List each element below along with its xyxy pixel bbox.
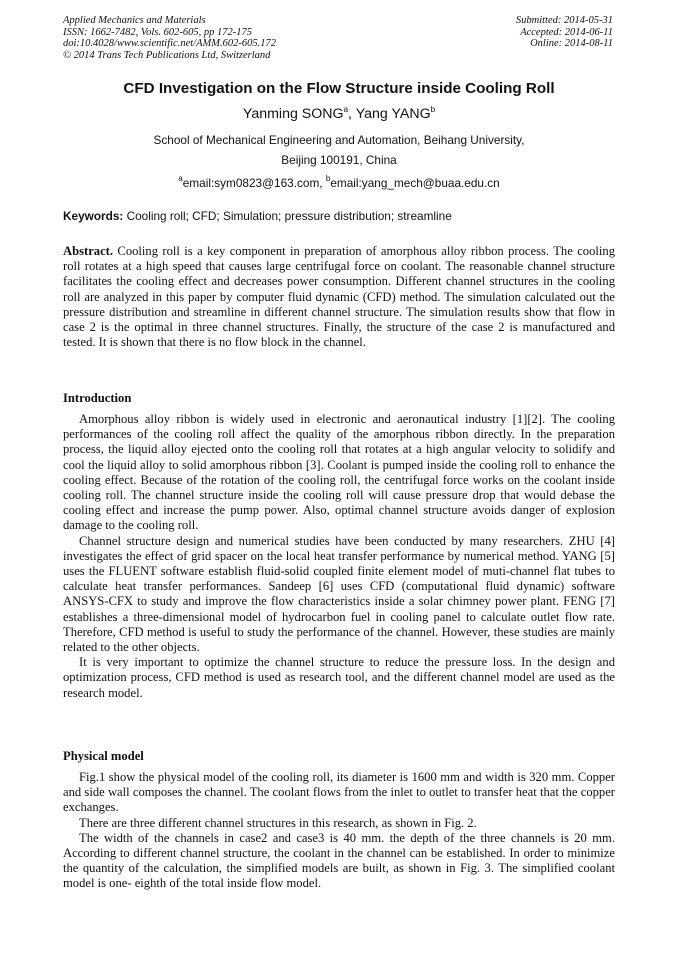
paper-title: CFD Investigation on the Flow Structure inside Cooling Roll: [123, 80, 555, 97]
author-2: Yang YANG: [355, 106, 431, 122]
author-list: [0, 105, 678, 122]
introduction-paragraph-2: Channel structure design and numerical studies have been conducted by many researchers. ZHU [4] investigates the effect of grid spacer on the local heat transfer performance by numerical method. YANG [5] uses the FLUENT software establish fluid-solid coupled finite element model of muti-channel flat tubes to calculate heat transfer performances. Sandeep [6] uses CFD (computational fluid dynamic) software ANSYS-CFX to study and improve the flow characteristics inside a solar chimney power plant. FENG [7] establishes a three-dimensional model of hydrocarbon fuel in cooling panel to calculate outlet flow rate. Therefore, CFD method is useful to study the performance of the channel. However, these studies are mainly related to the other objects.: [63, 533, 615, 655]
email-a-superscript: a: [178, 174, 183, 183]
doi-line: doi:10.4028/www.scientific.net/AMM.602-605.172: [63, 38, 276, 50]
email-b-superscript: b: [325, 174, 331, 183]
keywords-text: Cooling roll; CFD; Simulation; pressure distribution; streamline: [123, 209, 452, 223]
affiliation-line-2: Beijing 100191, China: [281, 153, 397, 167]
physical-model-paragraph-3: The width of the channels in case2 and case3 is 40 mm. the depth of the three channels is 20 mm. According to different channel structure, the coolant in the channel can be established. In order to minimize the quantity of the calculation, the simplified models are built, as shown in Fig. 3. The simplified coolant model is one- eighth of the total inside flow model.: [63, 830, 615, 891]
email-b: email:yang_mech@buaa.edu.cn: [330, 176, 500, 190]
introduction-heading: Introduction: [63, 391, 132, 405]
submitted-date: Submitted: 2014-05-31: [515, 15, 613, 26]
journal-header-left: [63, 15, 276, 61]
email-a: email:sym0823@163.com,: [182, 176, 326, 190]
physical-model-paragraph-1: Fig.1 show the physical model of the cooling roll, its diameter is 1600 mm and width is 320 mm. Copper and side wall composes the channel. The coolant flows from the inlet to outlet to transfer heat that the copper exchanges.: [63, 770, 615, 815]
journal-name: Applied Mechanics and Materials: [63, 15, 206, 26]
abstract-text: Cooling roll is a key component in preparation of amorphous alloy ribbon process. The cooling roll rotates at a high speed that causes large centrifugal force on coolant. The reasonable channel structure facilitates the cooling effect and decreases power consumption. Different channel structures in the cooling roll are analyzed in this paper by computer fluid dynamic (CFD) method. The simulation calculated out the pressure distribution and streamline in different channel structure. The simulation results show that flow in case 2 is the optimal in three channel structures. Finally, the structure of the case 2 is manufactured and tested. It is shown that there is no flow block in the channel.: [63, 244, 615, 350]
accepted-date: Accepted: 2014-06-11: [520, 26, 613, 38]
author-emails: [0, 174, 678, 190]
introduction-section: [63, 412, 615, 701]
introduction-paragraph-3: It is very important to optimize the channel structure to reduce the pressure loss. In the design and optimization process, CFD method is used as research tool, and the different channel model are used as the research model.: [63, 655, 615, 700]
author-separator: ,: [348, 106, 356, 122]
online-date: Online: 2014-08-11: [530, 38, 613, 50]
abstract-label: Abstract.: [63, 244, 114, 258]
abstract: [63, 244, 615, 350]
physical-model-paragraph-2: There are three different channel structures in this research, as shown in Fig. 2.: [79, 815, 477, 830]
journal-header-right: [516, 15, 613, 50]
author-1-superscript: a: [343, 105, 349, 114]
abstract-paragraph: [63, 244, 615, 350]
author-1: Yanming SONG: [242, 106, 344, 122]
introduction-paragraph-1: Amorphous alloy ribbon is widely used in electronic and aeronautical industry [1][2]. The cooling performances of the cooling roll affect the quality of the amorphous ribbon directly. In the preparation process, the liquid alloy ejected onto the cooling roll that rotates at a high angular velocity to solidify and cool the liquid alloy to solid amorphous ribbon [3]. Coolant is pumped inside the cooling roll to enhance the cooling effect. Because of the rotation of the cooling roll, the centrifugal force works on the coolant inside cooling roll. The channel structure inside the cooling roll will cause pressure drop that would debase the cooling effect and increase the pump power. Also, optimal channel structure avoids danger of explosion damage to the cooling roll.: [63, 412, 615, 533]
affiliation-line-1: School of Mechanical Engineering and Automation, Beihang University,: [153, 133, 525, 147]
physical-model-heading: Physical model: [63, 749, 144, 763]
copyright-line: © 2014 Trans Tech Publications Ltd, Switzerland: [63, 49, 271, 61]
physical-model-section: [63, 770, 615, 892]
keywords-label: Keywords:: [63, 209, 124, 223]
issn-line: ISSN: 1662-7482, Vols. 602-605, pp 172-175: [63, 26, 252, 38]
author-2-superscript: b: [430, 105, 436, 114]
keywords: [63, 209, 615, 223]
